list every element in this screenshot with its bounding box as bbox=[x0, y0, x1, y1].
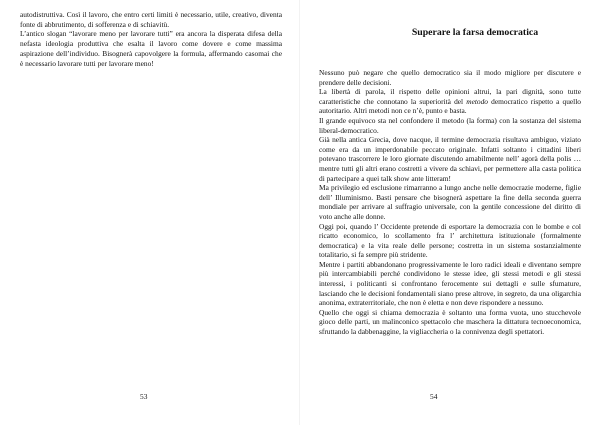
page-number: 53 bbox=[140, 392, 148, 401]
paragraph: Già nella antica Grecia, dove nacque, il termine democrazia risultava ambiguo, viziato come era da un imperdonabile peccato originale. Infatti soltanto i cittadini liberi potevano trascorrere le loro giornate discutendo amabilmente nell’ agorà della polis … mentre tutti gli altri erano costretti a vivere da schiavi, per permettere alla casta politica di partecipare a quei talk show ante litteram! bbox=[319, 135, 581, 183]
paragraph bbox=[319, 68, 581, 116]
text-run: La libertà di parola, il rispetto delle opinioni altrui, la pari dignità, sono tutte caratteristiche che connotano la superiorità del bbox=[319, 87, 581, 106]
paragraph: Oggi poi, quando l’ Occidente pretende di esportare la democrazia con le bombe e col ricatto economico, lo scollamento fra l’ architettura istituzionale (formalmente democratica) e la vita reale delle persone; costretta in un sistema sostanzialmente totalitario, si fa sempre più stridente. bbox=[319, 221, 581, 260]
text-run: democratico rispetto a quello autoritario. Altri metodi non ce n’è, punto e basta. bbox=[319, 96, 581, 116]
paragraph: Il grande equivoco sta nel confondere il metodo (la forma) con la sostanza del sistema liberal-democratico. bbox=[319, 115, 581, 135]
paragraph: autodistruttiva. Così il lavoro, che entro certi limiti è necessario, utile, creativo, diventa fonte di abbrutimento, di sofferenza e di schiavitù. bbox=[20, 10, 282, 29]
paragraph: Mentre i partiti abbandonano progressivamente le loro radici ideali e diventano sempre più intercambiabili perché condividono le stesse idee, gli stessi metodi e gli stessi interessi, i politicanti si confrontano ferocemente sui dettagli e sulle sfumature, lasciando che le decisioni fondamentali siano prese altrove, in segreto, da una oligarchia anonima, extraterritoriale, che non è eletta e non deve rispondere a nessuno. bbox=[319, 259, 581, 308]
text-run: Nessuno può negare che quello democratico sia il modo migliore per discutere e prendere delle decisioni. bbox=[319, 68, 581, 87]
paragraph: Quello che oggi si chiama democrazia è soltanto una forma vuota, uno stucchevole gioco delle parti, un malinconico spettacolo che maschera la dittatura tecnoeconomica, sfruttando la dabbenaggine, la vigliaccheria o la connivenza degli spettatori. bbox=[319, 307, 581, 337]
left-page-text bbox=[20, 10, 282, 68]
right-page-text bbox=[319, 68, 581, 337]
paragraph: L’antico slogan “lavorare meno per lavorare tutti” era ancora la disperata difesa della nefasta ideologia produttiva che esalta il lavoro come dovere e come massima aspirazione dell’individuo. Bisognerà capovolgere la formula, affermando casomai che è necessario lavorare tutti per lavorare meno! bbox=[20, 29, 282, 68]
page-number: 54 bbox=[430, 392, 438, 401]
chapter-title: Superare la farsa democratica bbox=[411, 27, 539, 38]
paragraph: Ma privilegio ed esclusione rimarranno a lungo anche nelle democrazie moderne, figlie dell’ Illuminismo. Basti pensare che bisognerà aspettare la fine della seconda guerra mondiale per arrivare al suffragio universale, con la gentile concessione del diritto di voto anche alle donne. bbox=[319, 183, 581, 221]
emphasized-word: metodo bbox=[466, 96, 489, 106]
right-page bbox=[300, 0, 600, 425]
